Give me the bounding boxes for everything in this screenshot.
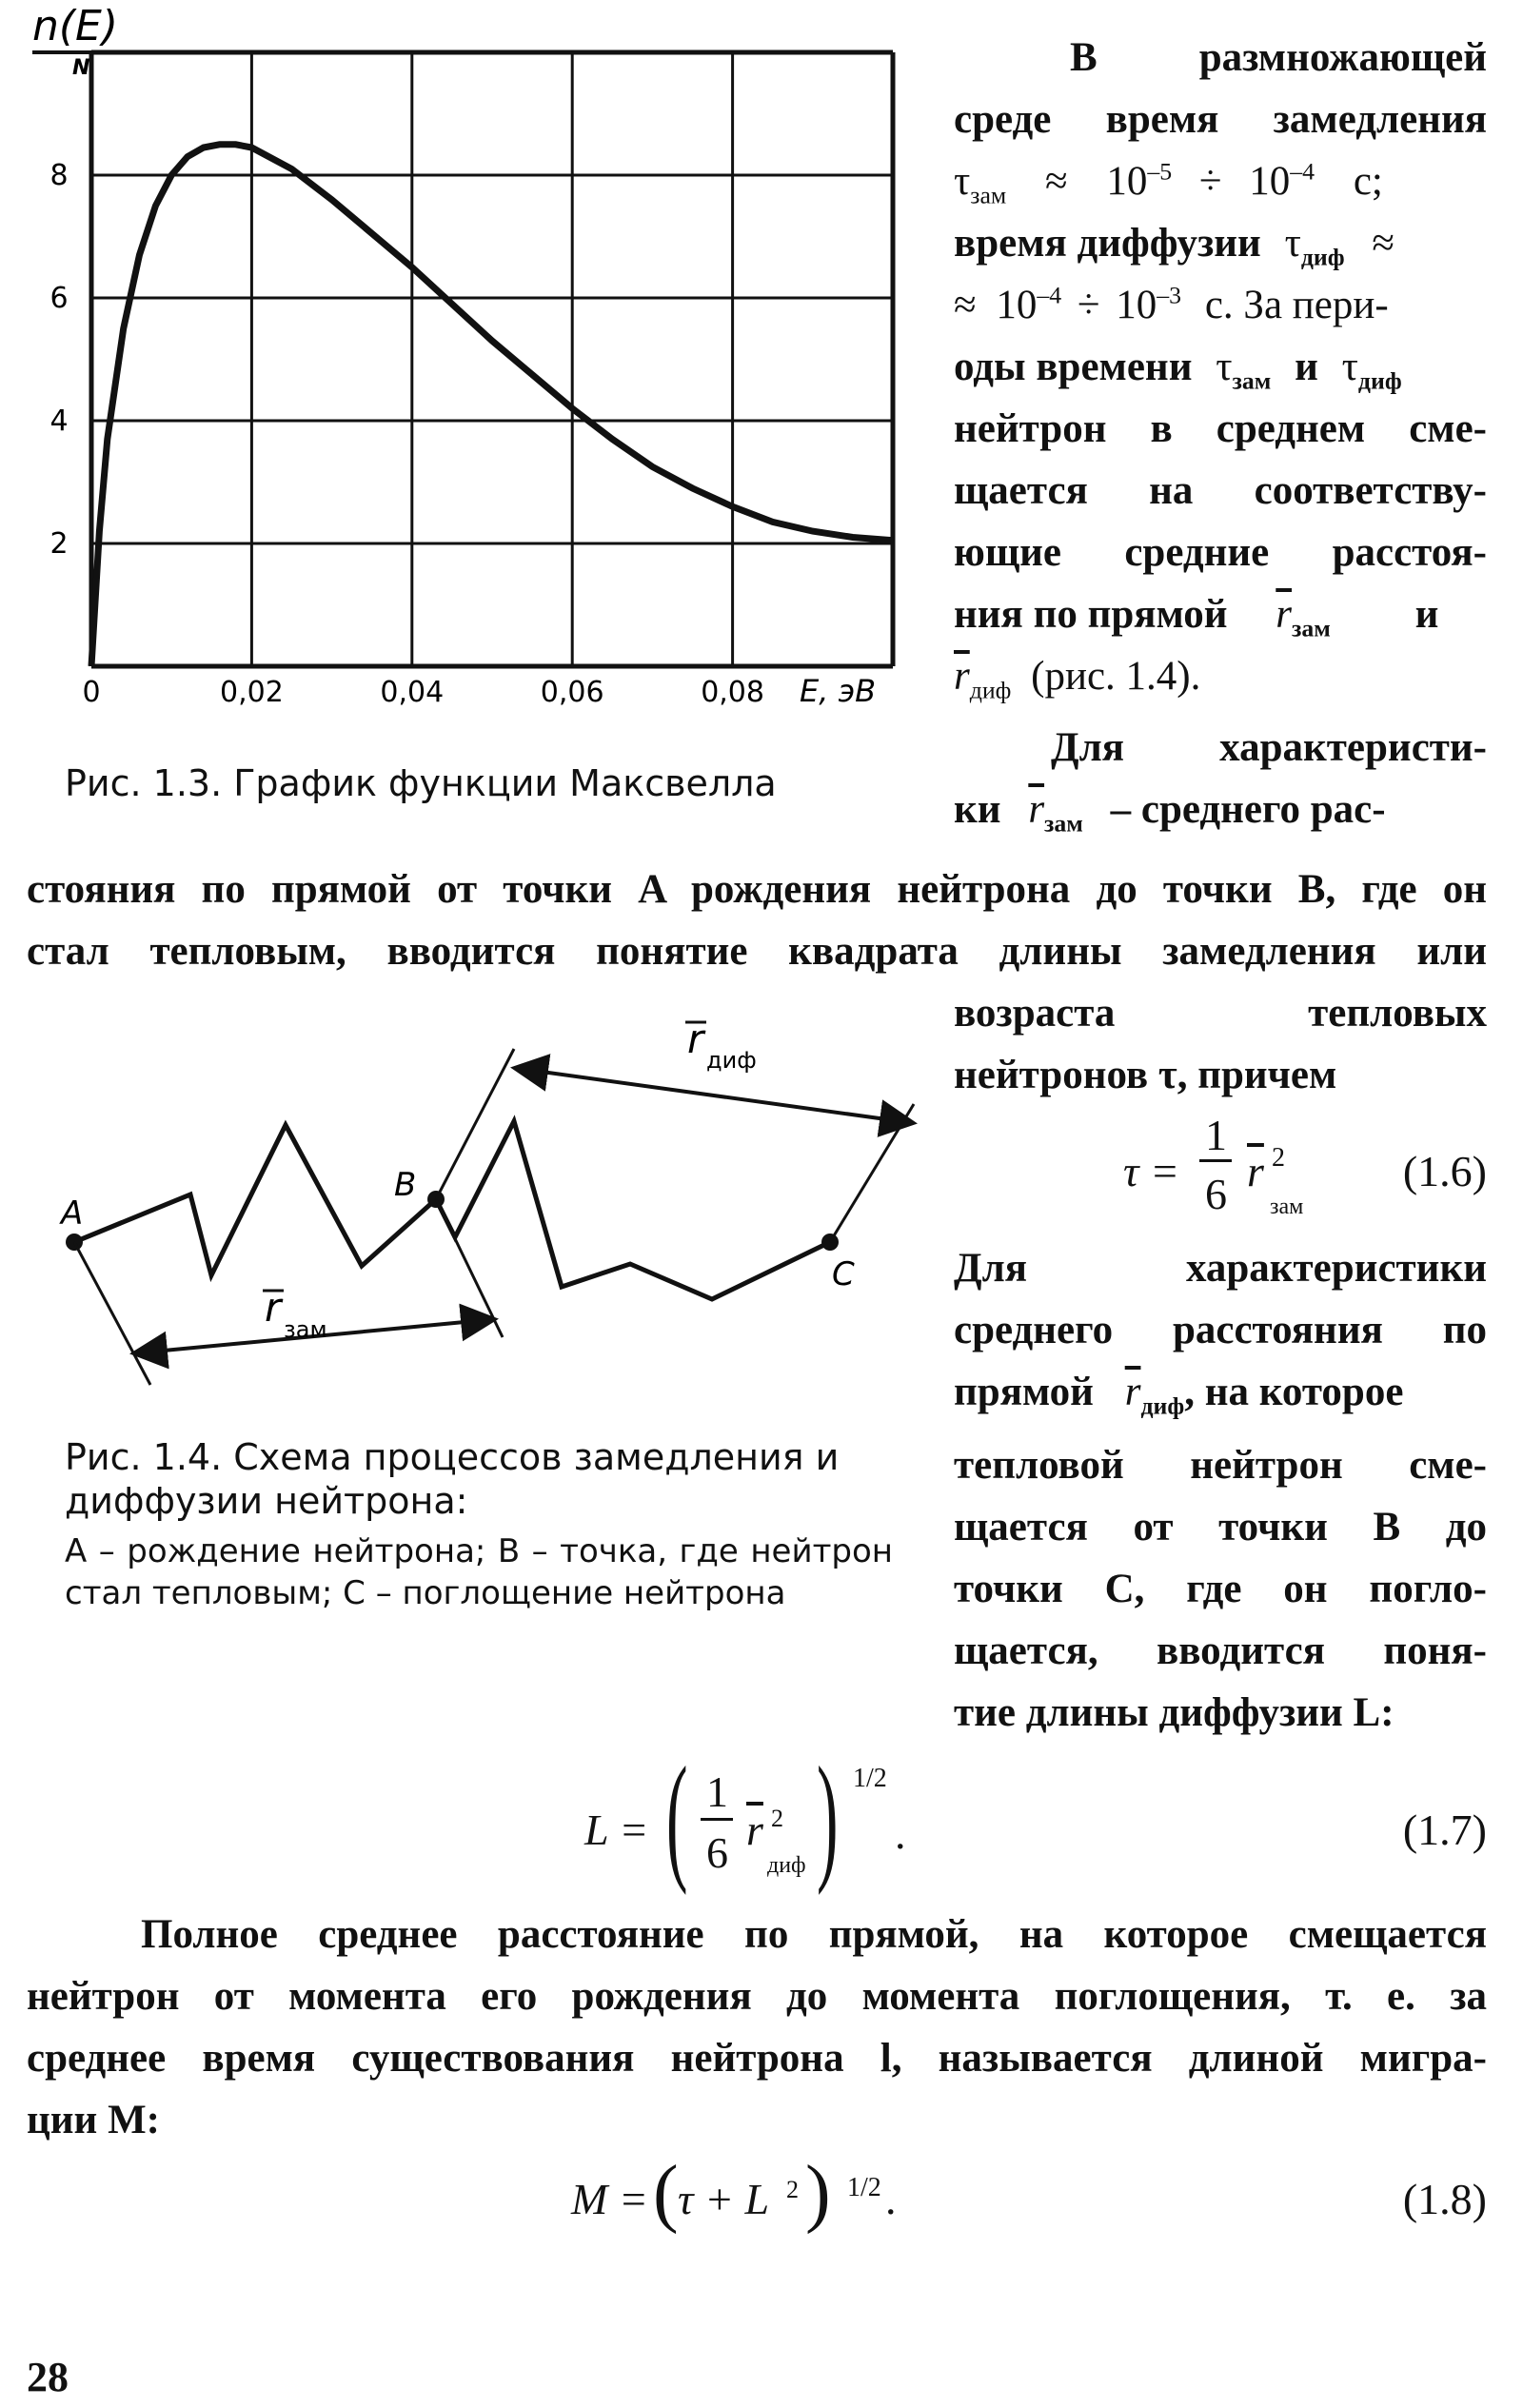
text-line: среде время замедления: [954, 97, 1487, 142]
neutron-path-diffusion: [436, 1121, 830, 1299]
y-axis-label: n(E): [32, 2, 119, 50]
maxwell-chart: [0, 0, 933, 838]
label-a: A: [61, 1194, 84, 1233]
text-line-diffusion: время диффузии $\tau_{диф}$ ≈: [954, 221, 1394, 271]
neutron-path-slowdown: [74, 1125, 436, 1275]
y-tick-label: 2: [49, 527, 69, 561]
right-column-top: [954, 27, 1487, 840]
paragraph-migration-length: [27, 1904, 1487, 2151]
y-axis-unit: N: [72, 56, 90, 80]
text-line: щается на соответству-: [954, 468, 1487, 513]
text-line: точки C, где он погло-: [954, 1567, 1487, 1611]
diffusion-diagram: [0, 1009, 952, 1409]
text-line: щается от точки B до: [954, 1505, 1487, 1549]
text-line: щается, вводится поня-: [954, 1628, 1487, 1673]
text-line: Полное среднее расстояние по прямой, на которое смещается: [141, 1912, 1487, 1957]
maxwell-curve: [91, 145, 893, 666]
y-tick-label: 6: [49, 282, 69, 315]
figure-caption-diffusion-body: A – рождение нейтрона; B – точка, где нейтрон стал тепловым; C – поглощение нейтрона: [65, 1532, 893, 1612]
label-r-dif: r: [687, 1016, 704, 1062]
figure-caption-maxwell: Рис. 1.3. График функции Максвелла: [65, 762, 777, 804]
text-line: В размножающей: [1070, 35, 1487, 80]
text-line: среднего расстояния по: [954, 1308, 1487, 1352]
text-line: стал тепловым, вводится понятие квадрата длины замедления или: [27, 929, 1487, 974]
text-line: ки $\overline{r}_{зам}$ – среднего рас-: [954, 787, 1386, 838]
figure-diffusion-scheme: [0, 1009, 952, 1656]
text-line: прямой $\overline{r}_{диф}$, на которое: [954, 1370, 1404, 1420]
text-line: ния по прямой $\overline{r}_{зам}$ и: [954, 592, 1439, 642]
x-tick-labels: [82, 676, 764, 709]
text-line: ющие средние расстоя-: [954, 530, 1487, 575]
figure-caption-diffusion-title: Рис. 1.4. Схема процессов замедления и диффузии нейтрона:: [65, 1436, 840, 1522]
label-r-zam: r: [265, 1284, 282, 1331]
figure-maxwell: [0, 0, 933, 838]
label-r-zam-sub: зам: [284, 1316, 327, 1343]
equation-1-6: τ = 1 6 $\overline{r}$ 2 зам (1.6): [1123, 1111, 1487, 1219]
text-line: возраста тепловых: [954, 991, 1487, 1036]
equation-1-7: L = ( 1 6 $\overline{r}$ 2 диф ) 1/2 . (1.7): [584, 1738, 1487, 1896]
x-tick-label: 0,02: [220, 676, 284, 709]
text-line: тие длины диффузии L:: [954, 1690, 1394, 1735]
right-column-middle: [954, 982, 1487, 1106]
x-tick-label: 0: [82, 676, 101, 709]
x-tick-label: 0,04: [380, 676, 445, 709]
text-line: нейтрон от момента его рождения до момента поглощения, т. е. за: [27, 1974, 1487, 2019]
equation-1-8: M = ( τ + L 2 ) 1/2 . (1.8): [571, 2151, 1487, 2235]
label-b: B: [394, 1166, 417, 1204]
right-column-lower: [954, 1237, 1487, 1744]
text-line: тепловой нейтрон сме-: [954, 1443, 1487, 1488]
ext-line-b2: [436, 1049, 514, 1199]
y-tick-labels: [49, 159, 68, 561]
y-tick-label: 4: [49, 405, 69, 438]
x-tick-label: 0,06: [540, 676, 604, 709]
y-tick-label: 8: [49, 159, 69, 192]
label-r-dif-sub: диф: [706, 1047, 757, 1074]
text-line: среднее время существования нейтрона l, называется длиной мигра-: [27, 2036, 1487, 2081]
label-c: C: [832, 1255, 855, 1293]
text-line: стояния по прямой от точки A рождения нейтрона до точки B, где он: [27, 867, 1487, 912]
r-dif-arrow: [514, 1068, 914, 1123]
ext-line-c: [830, 1104, 914, 1242]
text-line-tau-range: $\tau_{зам} \approx 10^{-5} \div 10^{-4}$ с;: [954, 157, 1383, 209]
text-line: нейтронов τ, причем: [954, 1053, 1337, 1097]
text-line: Для характеристи-: [1051, 725, 1487, 770]
x-axis-label: E, эВ: [800, 673, 877, 709]
text-line: ции M:: [27, 2098, 160, 2142]
text-line: Для характеристики: [954, 1246, 1487, 1291]
text-line-range2: ≈ $10^{-4} \div 10^{-3}$ с. За пери-: [954, 281, 1389, 327]
x-tick-label: 0,08: [701, 676, 764, 709]
text-line: нейтрон в среднем сме-: [954, 406, 1487, 451]
page-number: 28: [27, 2354, 69, 2400]
ext-line-a: [74, 1242, 150, 1385]
text-line: оды времени $\tau_{зам}$ и $\tau_{диф}$: [954, 345, 1402, 395]
text-line: $\overline{r}_{диф}$ (рис. 1.4).: [954, 654, 1201, 704]
full-width-paragraph: [27, 859, 1487, 982]
ext-line-b: [436, 1199, 503, 1337]
